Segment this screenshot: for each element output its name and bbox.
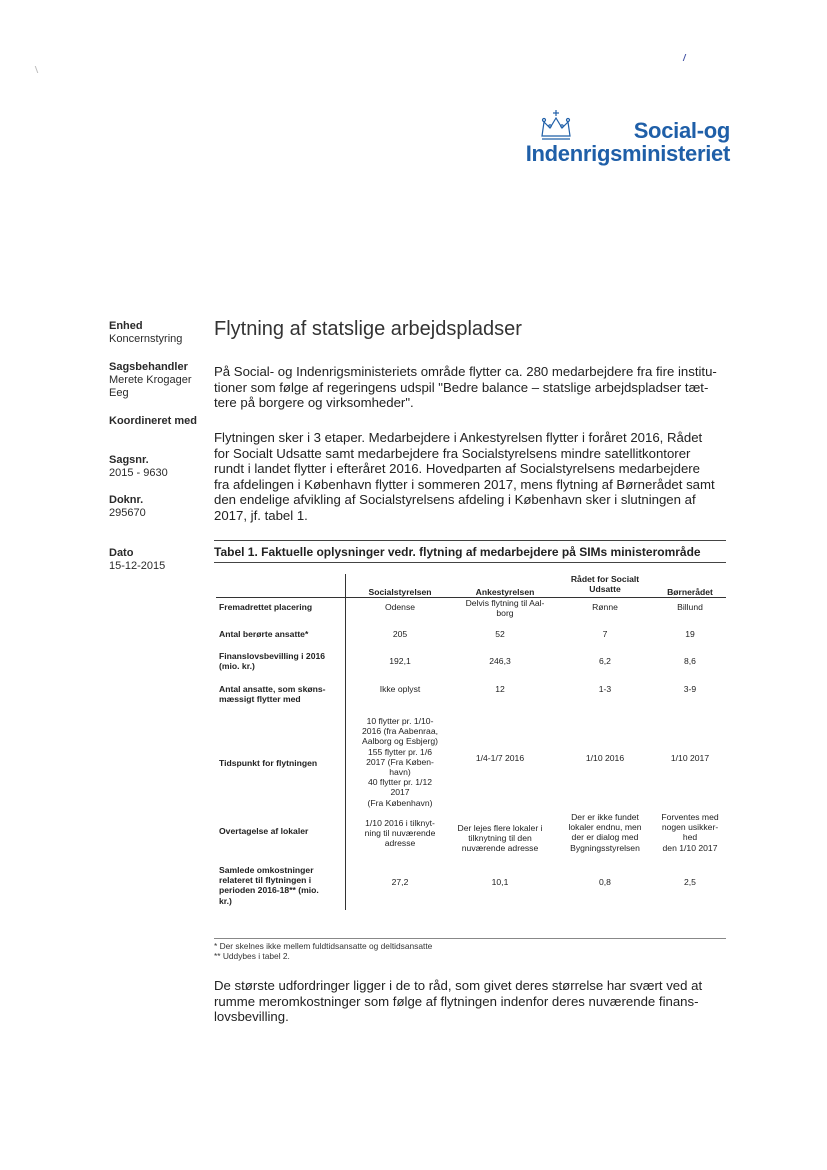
- page-title: Flytning af statslige arbejdspladser: [214, 318, 522, 340]
- ministry-logo: [525, 108, 736, 168]
- column-header-boernraadet: Børnerådet: [667, 587, 713, 597]
- sagsbehandler-value: Merete Krogager: [109, 374, 192, 386]
- table-cell: 7: [602, 629, 608, 639]
- meta-sagsbehandler: [109, 361, 209, 400]
- table-cell: 6,2: [599, 656, 611, 666]
- paragraph-line: rundt i landet flytter i efteråret 2016. Hovedparten af Socialstyrelsens medarbejdere: [214, 461, 701, 477]
- table-cell: Rønne: [592, 602, 618, 612]
- meta-doknr: [109, 494, 209, 520]
- sagsnr-value: 2015 - 9630: [109, 467, 168, 479]
- enhed-value: Koncernstyring: [109, 333, 183, 345]
- scan-mark: [35, 66, 44, 73]
- table-cell: Forventes med nogen usikker- hed den 1/10 2017: [661, 812, 719, 853]
- paragraph-line: De største udfordringer ligger i de to råd, som givet deres størrelse har svært ved at: [214, 978, 703, 993]
- table-cell: Ikke oplyst: [379, 684, 421, 694]
- table-cell: 205: [392, 629, 408, 639]
- footnote-2: ** Uddybes i tabel 2.: [214, 951, 290, 961]
- paragraph-line: tioner som følge af regeringens udspil "Bedre balance – statslige arbejdspladser tæt-: [214, 379, 709, 395]
- table-cell: 12: [495, 684, 505, 694]
- table-cell: 0,8: [599, 877, 611, 887]
- doknr-label: Doknr.: [109, 494, 144, 506]
- table-row-label: Fremadrettet placering: [219, 602, 313, 612]
- meta-enhed: [109, 320, 209, 346]
- table-row-label: Finanslovsbevilling i 2016 (mio. kr.): [219, 651, 326, 672]
- table-row-label: Samlede omkostninger relateret til flytningen i perioden 2016-18** (mio. kr.): [219, 865, 319, 906]
- table-title-rule: [214, 562, 726, 563]
- paragraph-line: den endelige afvikling af Socialstyrelsens afdeling i København sker i slutningen af: [214, 492, 696, 508]
- logo-line1: Social-og: [633, 118, 730, 143]
- paragraph-line: Flytningen sker i 3 etaper. Medarbejdere i Ankestyrelsen flytter i foråret 2016, Rådet: [214, 430, 703, 445]
- table-cell: 2,5: [684, 877, 696, 887]
- table-cell: 8,6: [684, 656, 696, 666]
- table-cell: Odense: [384, 602, 416, 612]
- table-cell: 3-9: [683, 684, 697, 694]
- table-top-rule: [214, 540, 726, 541]
- table-cell: 1/10 2016 i tilknyt- ning til nuværende adresse: [364, 818, 436, 849]
- paragraph-line: fra afdelingen i København flytter i sommeren 2017, mens flytning af Børnerådet samt: [214, 476, 715, 492]
- table-cell: Billund: [677, 602, 703, 612]
- table-cell: 246,3: [489, 656, 511, 666]
- paragraph-line: for Socialt Udsatte samt medarbejdere fra Socialstyrelsens mindre satellitkontorer: [214, 445, 691, 461]
- table-row-label: Antal berørte ansatte*: [219, 629, 309, 639]
- column-header-ankestyrelsen: Ankestyrelsen: [475, 587, 535, 597]
- doknr-value: 295670: [109, 507, 146, 519]
- table-cell: 27,2: [391, 877, 409, 887]
- table-cell: 1-3: [598, 684, 612, 694]
- meta-dato: [109, 547, 209, 573]
- table-cell: Der er ikke fundet lokaler endnu, men der er dialog med Bygningsstyrelsen: [568, 812, 642, 853]
- paragraph-line: lovsbevilling.: [214, 1009, 289, 1025]
- table-cell: Der lejes flere lokaler i tilknytning til den nuværende adresse: [457, 823, 543, 854]
- sagsbehandler-label: Sagsbehandler: [109, 361, 188, 373]
- paragraph-2: [214, 430, 724, 524]
- scan-mark: [683, 54, 691, 61]
- table-cell: 10,1: [491, 877, 509, 887]
- table-cell: 19: [685, 629, 695, 639]
- meta-sagsnr: [109, 454, 209, 480]
- crown-icon: [536, 108, 576, 144]
- paragraph-line: rumme meromkostninger som følge af flytningen indenfor deres nuværende finans-: [214, 993, 699, 1009]
- table-row-label: Tidspunkt for flytningen: [219, 758, 318, 768]
- sagsbehandler-value: Eeg: [109, 387, 129, 399]
- koordineret-label: Koordineret med: [109, 415, 198, 427]
- table-column-divider: [345, 574, 346, 910]
- column-header-raadet: Rådet for Socialt Udsatte: [570, 574, 640, 595]
- enhed-label: Enhed: [109, 320, 143, 332]
- logo-line2: Indenrigsministeriet: [525, 141, 730, 166]
- table-cell: 1/10 2017: [670, 753, 710, 763]
- paragraph-line: tere på borgere og virksomheder".: [214, 395, 414, 411]
- table-title: Tabel 1. Faktuelle oplysninger vedr. flytning af medarbejdere på SIMs ministerområde: [214, 545, 701, 559]
- table-row-label: Overtagelse af lokaler: [219, 826, 309, 836]
- paragraph-line: På Social- og Indenrigsministeriets område flytter ca. 280 medarbejdere fra fire institu-: [214, 364, 717, 379]
- sagsnr-label: Sagsnr.: [109, 454, 149, 466]
- paragraph-1: [214, 364, 724, 411]
- table-cell: 1/4-1/7 2016: [475, 753, 525, 763]
- dato-value: 15-12-2015: [109, 560, 166, 572]
- table-cell: 52: [495, 629, 505, 639]
- paragraph-line: 2017, jf. tabel 1.: [214, 507, 308, 523]
- footnote-rule: [214, 938, 726, 939]
- footnote-1: * Der skelnes ikke mellem fuldtidsansatte og deltidsansatte: [214, 941, 433, 951]
- table-cell: Delvis flytning til Aal- borg: [465, 598, 545, 619]
- meta-koordineret: [109, 415, 219, 428]
- table-cell: 10 flytter pr. 1/10- 2016 (fra Aabenraa, Aalborg og Esbjerg) 155 flytter pr. 1/6 2017 (Fra Køben- havn) 40 flytter pr. 1/12 2017 (Fra København): [362, 716, 438, 808]
- table-cell: 192,1: [389, 656, 411, 666]
- table-row-label: Antal ansatte, som skøns- mæssigt flytter med: [219, 684, 326, 705]
- dato-label: Dato: [109, 547, 134, 559]
- paragraph-3: [214, 978, 724, 1025]
- table-cell: 1/10 2016: [585, 753, 625, 763]
- column-header-socialstyrelsen: Socialstyrelsen: [368, 587, 432, 597]
